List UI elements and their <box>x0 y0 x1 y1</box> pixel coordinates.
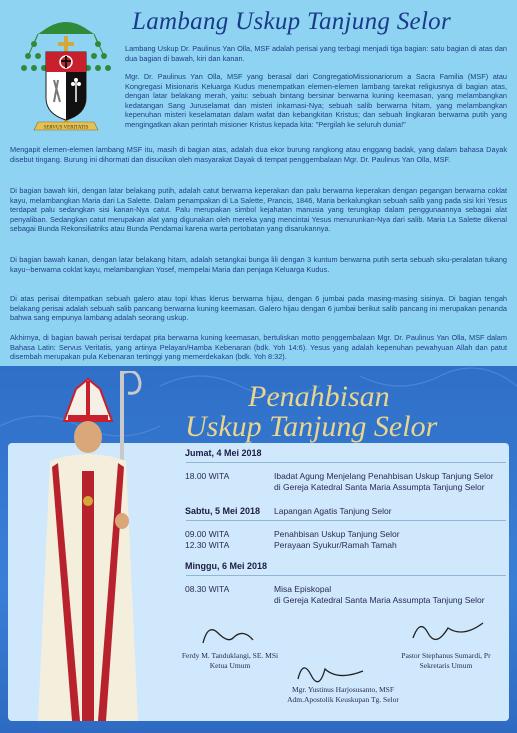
time-label: 12.30 WITA <box>185 540 230 550</box>
day-location: Lapangan Agatis Tanjung Selor <box>274 506 392 516</box>
signatory-2 <box>386 651 506 671</box>
event-desc-line2: di Gereja Katedral Santa Maria Assumpta Tanjung Selor <box>274 594 485 605</box>
day-label: Minggu, 6 Mei 2018 <box>185 561 268 571</box>
schedule-day-1 <box>185 448 262 458</box>
event-desc <box>274 584 485 605</box>
coat-of-arms-icon <box>14 12 118 136</box>
time-label: 08.30 WITA <box>185 584 230 594</box>
divider <box>186 520 506 521</box>
paragraph-6: Di atas perisai ditempatkan sebuah galero atau topi khas klerus berwarna hijau, dengan 6 jumbai pada masing-masing sisinya. Di bagian tengah belakang perisai adalah sebuah salib pancang berwarna kuning keemasan. Galero hijau dengan 6 jumbai berikut salib pancang ini merupakan penanda bahwa sang empunya lambang adalah seorang uskup. <box>10 294 507 323</box>
event-desc-line2: di Gereja Katedral Santa Maria Assumpta Tanjung Selor <box>274 481 485 492</box>
signatory-name: Mgr. Yustinus Harjosusanto, MSF <box>291 685 395 694</box>
paragraph-2: Mgr. Dr. Paulinus Yan Olla, MSF yang berasal dari CongregatioMissionariorum a Sacra Familia (MSF) atau Kongregasi Misionaris Keluarga Kudus menempatkan elemen-elemen lambang tarekat religiusnya di bagian atas, dengan latar belakang merah, yaitu: sebuah bintang bersinar berwarna kuning keemasan, yang melambangkan kedatangan Sang Juruselamat dan misteri inkarnasi-Nya; sebuah salib berwarna hitam, yang melambangkan kepenuhan misteri keselamatan dalam wafat dan kebangkitan Kristus; dan sebuah lingkaran berwarna putih yang mengingatkan akan perintah misioner Kristus kepada kita: "Pergilah ke seluruh dunia!" <box>125 72 507 129</box>
paragraph-7: Akhirnya, di bagian bawah perisai terdapat pita berwarna kuning keemasan, bertuliskan motto penggembalaan Mgr. Dr. Paulinus Yan Olla, MSF dalam Bahasa Latin: Servus Veritatis, yang artinya Pelayan/Hamba Kebenaran (bdk. Yoh 14:6). Yesus yang adalah kepenuhan pewahyuan Allah dan patut disembah merupakan pula Kebenaran tertinggi yang memerdekakan (bdk. Yoh 8:32). <box>10 333 507 362</box>
signatory-role: Sekretaris Umum <box>419 661 473 670</box>
signatory-name: Pastor Stephanus Sumardi, Pr <box>401 651 491 660</box>
day-label: Sabtu, 5 Mei 2018 <box>185 506 261 516</box>
paragraph-4: Di bagian bawah kiri, dengan latar belakang putih, adalah catut berwarna keperakan dan palu berwarna keperakan dengan pegangan berwarna coklat kayu, melambangkan Maria dari La Salette. Dalam penampakan di La Salette, Prancis, 1846, Maria berkalungkan sebuah salib yang pada sisi kiri Yesus terdapat palu sedangkan sisi kanan-Nya catut. Palu merupakan simbol kejahatan manusia yang terungkap dalam penggunaannya sebagai alat penyaliban. Sedangkan catut merupakan alat yang digunakan oleh mereka yang mencintai Yesus menurunkan-Nya dari salib. Maria La Salette dikenal sebagai Bunda Rekonsiliatriks atau Bunda Pendamai karena warta pertobatan yang disarukannya. <box>10 186 507 234</box>
schedule-day-3 <box>185 561 267 571</box>
paragraph-1: Lambang Uskup Dr. Paulinus Yan Olla, MSF adalah perisai yang terbagi menjadi tiga bagian: satu bagian di atas dan dua bagian di bawah, kiri dan kanan. <box>125 44 507 63</box>
paragraph-5: Di bagian bawah kanan, dengan latar belakang hitam, adalah setangkai bunga lili dengan 3 kuntum berwarna putih serta sebuah siku-peralatan tukang kayu--berwarna coklat kayu, melambangkan Yosef, mempelai Maria dan penjaga Keluarga Kudus. <box>10 255 507 274</box>
paragraph-3: Mengapit elemen-elemen lambang MSF itu, masih di bagian atas, adalah dua ekor burung rangkong atau enggang badak, yang dalam bahasa Dayak disebut tingang. Burung ini dihormati dan disucikan oleh masyarakat Dayak di tempat penggembalaan Mgr. Dr. Paulinus Yan Olla, MSF. <box>10 145 507 164</box>
event-desc-line1: Ibadat Agung Menjelang Penahbisan Uskup Tanjung Selor <box>274 471 494 481</box>
page-title: Lambang Uskup Tanjung Selor <box>132 8 452 35</box>
event-desc: Perayaan Syukur/Ramah Tamah <box>274 540 397 550</box>
coat-of-arms-section <box>0 0 517 366</box>
event-desc <box>274 471 494 492</box>
signatory-1 <box>170 651 290 671</box>
time-label: 18.00 WITA <box>185 471 230 481</box>
time-label: 09.00 WITA <box>185 529 230 539</box>
event-title-line2: Uskup Tanjung Selor <box>185 410 438 443</box>
signature-3-icon <box>293 657 368 687</box>
signatory-3 <box>273 685 413 705</box>
schedule-day-2 <box>185 506 260 516</box>
signature-2-icon <box>408 613 488 648</box>
event-desc: Penahbisan Uskup Tanjung Selor <box>274 529 400 539</box>
event-desc-line1: Misa Episkopal <box>274 584 332 594</box>
coat-motto: SERVUS VERITATIS <box>43 125 89 131</box>
event-title-line1: Penahbisan <box>248 380 390 413</box>
divider <box>186 575 506 576</box>
day-label: Jumat, 4 Mei 2018 <box>185 448 262 458</box>
divider <box>186 462 506 463</box>
signatory-role: Ketua Umum <box>209 661 251 670</box>
event-section <box>0 366 517 733</box>
bishop-figure-icon <box>28 371 156 721</box>
signatory-role: Adm.Apostolik Keuskupan Tg. Selor <box>287 695 399 704</box>
signature-1-icon <box>198 618 258 653</box>
signatory-name: Ferdy M. Tanduklangi, SE. MSi <box>181 651 279 660</box>
